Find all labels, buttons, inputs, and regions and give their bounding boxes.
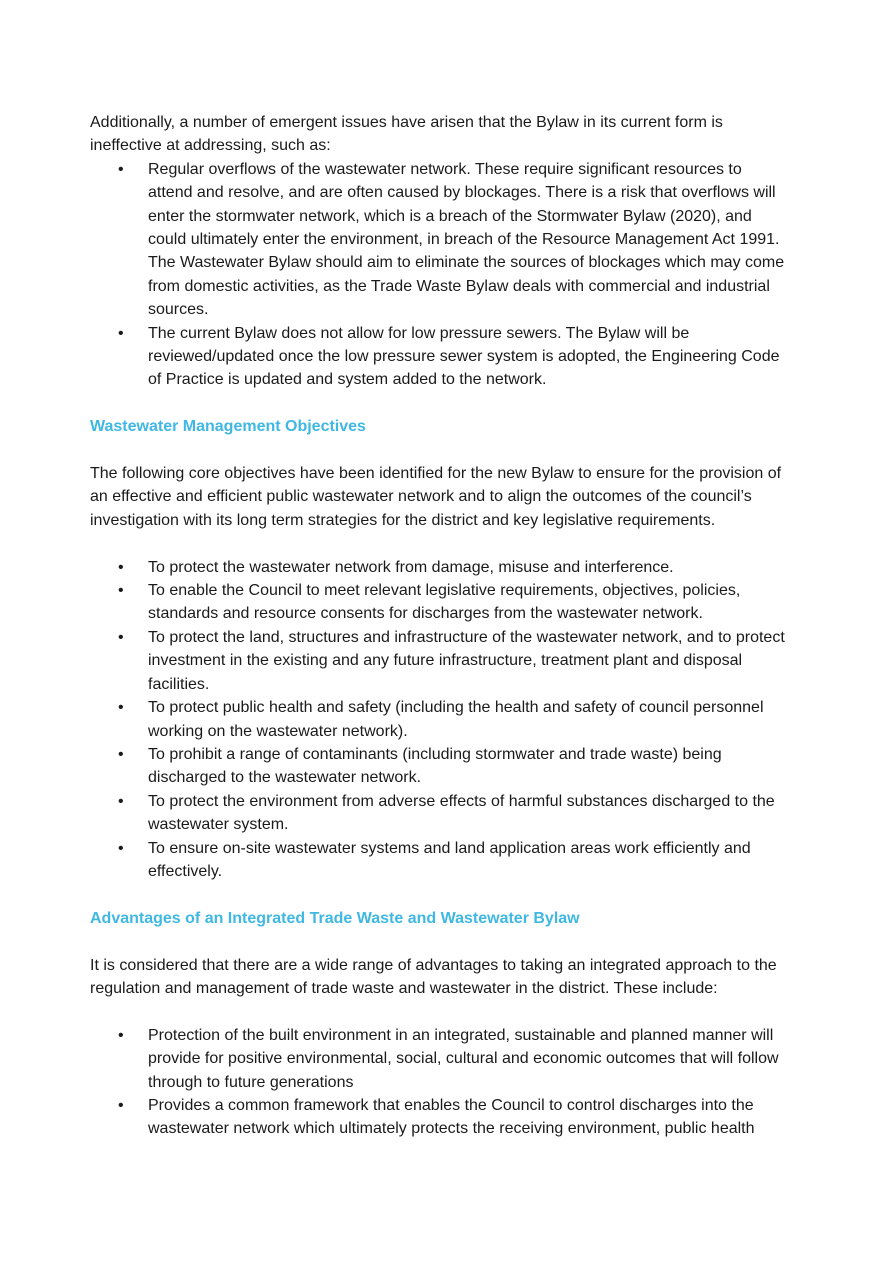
emergent-issues-list	[90, 158, 790, 392]
list-item: • To prohibit a range of contaminants (including stormwater and trade waste) being discharged to the wastewater network.	[90, 743, 790, 790]
objectives-list	[90, 556, 790, 884]
list-item: • To protect public health and safety (including the health and safety of council personnel working on the wastewater network).	[90, 696, 790, 743]
list-item: • To protect the environment from adverse effects of harmful substances discharged to the wastewater system.	[90, 790, 790, 837]
objectives-paragraph: The following core objectives have been identified for the new Bylaw to ensure for the provision of an effective and efficient public wastewater network and to align the outcomes of the council’s investigation with its long term strategies for the district and key legislative requirements.	[90, 465, 782, 529]
list-item: • To protect the wastewater network from damage, misuse and interference.	[90, 556, 790, 579]
document-page	[90, 111, 790, 1141]
section-heading-advantages: Advantages of an Integrated Trade Waste and Wastewater Bylaw	[90, 909, 580, 927]
section-heading-objectives: Wastewater Management Objectives	[90, 418, 366, 436]
intro-paragraph: Additionally, a number of emergent issues have arisen that the Bylaw in its current form is ineffective at addressing, such as:	[90, 114, 723, 155]
list-item: • Provides a common framework that enables the Council to control discharges into the wastewater network which ultimately protects the receiving environment, public health	[90, 1094, 790, 1141]
advantages-paragraph: It is considered that there are a wide range of advantages to taking an integrated approach to the regulation and management of trade waste and wastewater in the district. These include:	[90, 956, 777, 997]
list-item: • Regular overflows of the wastewater network. These require significant resources to attend and resolve, and are often caused by blockages. There is a risk that overflows will enter the stormwater network, which is a breach of the Stormwater Bylaw (2020), and could ultimately enter the environment, in breach of the Resource Management Act 1991. The Wastewater Bylaw should aim to eliminate the sources of blockages which may come from domestic activities, as the Trade Waste Bylaw deals with commercial and industrial sources.	[90, 158, 790, 322]
list-item: • To protect the land, structures and infrastructure of the wastewater network, and to protect investment in the existing and any future infrastructure, treatment plant and disposal facilities.	[90, 626, 790, 696]
list-item: • To enable the Council to meet relevant legislative requirements, objectives, policies, standards and resource consents for discharges from the wastewater network.	[90, 579, 790, 626]
advantages-list	[90, 1024, 790, 1141]
list-item: • The current Bylaw does not allow for low pressure sewers. The Bylaw will be reviewed/updated once the low pressure sewer system is adopted, the Engineering Code of Practice is updated and system added to the network.	[90, 322, 790, 392]
list-item: • To ensure on-site wastewater systems and land application areas work efficiently and effectively.	[90, 837, 790, 884]
list-item: • Protection of the built environment in an integrated, sustainable and planned manner will provide for positive environmental, social, cultural and economic outcomes that will follow through to future generations	[90, 1024, 790, 1094]
